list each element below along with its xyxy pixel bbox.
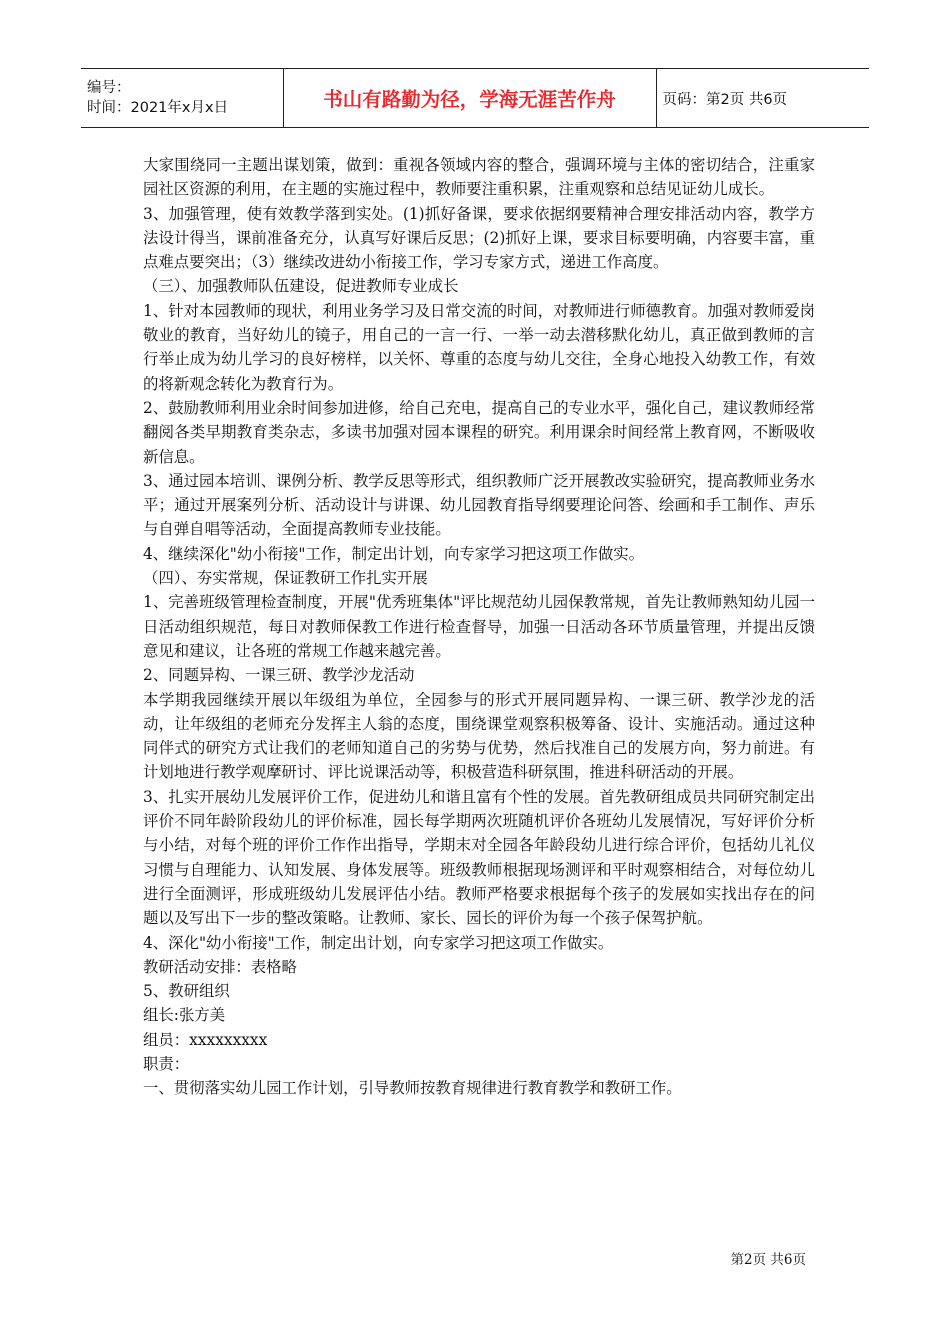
paragraph: 1、完善班级管理检查制度，开展"优秀班集体"评比规范幼儿园保教常规，首先让教师熟知幼儿园一日活动组织规范，每日对教师保教工作进行检查督导，加强一日活动各环节质量管理，并提出反馈意见和建议，让各班的常规工作越来越完善。: [143, 593, 815, 660]
paragraph: 4、继续深化"幼小衔接"工作，制定出计划，向专家学习把这项工作做实。: [143, 544, 645, 563]
paragraph: 本学期我园继续开展以年级组为单位，全园参与的形式开展同题异构、一课三研、教学沙龙的活动，让年级组的老师充分发挥主人翁的态度，围绕课堂观察积极筹备、设计、实施活动。通过这种同伴式的研究方式让我们的老师知道自己的劣势与优势，然后找准自己的发展方向，努力前进。有计划地进行教学观摩研讨、评比说课活动等，积极营造科研氛围，推进科研活动的开展。: [143, 690, 815, 782]
paragraph: 2、同题异构、一课三研、教学沙龙活动: [143, 666, 415, 685]
paragraph: 3、扎实开展幼儿发展评价工作，促进幼儿和谐且富有个性的发展。首先教研组成员共同研究制定出评价不同年龄阶段幼儿的评价标准，园长每学期两次班随机评价各班幼儿发展情况，写好评价分析与小结，对每个班的评价工作作出指导，学期末对全园各年龄段幼儿进行综合评价，包括幼儿礼仪习惯与自理能力、认知发展、身体发展等。班级教师根据现场测评和平时观察相结合，对每位幼儿进行全面测评，形成班级幼儿发展评估小结。教师严格要求根据每个孩子的发展如实找出存在的问题以及写出下一步的整改策略。让教师、家长、园长的评价为每一个孩子保驾护航。: [143, 787, 815, 928]
paragraph: 大家围绕同一主题出谋划策，做到：重视各领域内容的整合，强调环境与主体的密切结合，注重家园社区资源的利用，在主题的实施过程中，教师要注重积累，注重观察和总结见证幼儿成长。: [143, 156, 815, 199]
section-heading: （三）、加强教师队伍建设，促进教师专业成长: [143, 277, 459, 296]
section-heading: （四）、夯实常规，保证教研工作扎实开展: [143, 569, 428, 588]
header-right-cell: [656, 69, 869, 128]
document-body: [143, 153, 815, 1101]
header-left-cell: [81, 69, 283, 128]
paragraph: 职责：: [143, 1054, 190, 1073]
serial-label: 编号：: [87, 80, 131, 96]
paragraph: 3、通过园本培训、课例分析、教学反思等形式，组织教师广泛开展教改实验研究，提高教师业务水平；通过开展案列分析、活动设计与讲课、幼儿园教育指导纲要理论问答、绘画和手工制作、声乐与自弹自唱等活动，全面提高教师专业技能。: [143, 471, 815, 539]
paragraph: 教研活动安排：表格略: [143, 957, 297, 976]
page-footer: 第2页 共6页: [730, 1252, 806, 1268]
paragraph: 组员：xxxxxxxxx: [143, 1030, 268, 1049]
paragraph: 3、加强管理，使有效教学落到实处。(1)抓好备课，要求依据纲要精神合理安排活动内容，教学方法设计得当，课前准备充分，认真写好课后反思；(2)抓好上课，要求目标要明确，内容要丰富，重点难点要突出；（3）继续改进幼小衔接工作，学习专家方式，递进工作高度。: [143, 204, 815, 272]
motto: 书山有路勤为径，学海无涯苦作舟: [323, 88, 616, 111]
paragraph: 一、贯彻落实幼儿园工作计划，引导教师按教育规律进行教育教学和教研工作。: [143, 1079, 682, 1098]
page-header: [81, 68, 869, 128]
paragraph: 组长:张方美: [143, 1006, 226, 1025]
page-code: 页码：第2页 共6页: [662, 91, 788, 108]
paragraph: 1、针对本园教师的现状，利用业务学习及日常交流的时间，对教师进行师德教育。加强对教师爱岗敬业的教育，当好幼儿的镜子，用自己的一言一行、一举一动去潜移默化幼儿，真正做到教师的言行举止成为幼儿学习的良好榜样，以关怀、尊重的态度与幼儿交往，全身心地投入幼教工作，有效的将新观念转化为教育行为。: [143, 301, 815, 393]
paragraph: 4、深化"幼小衔接"工作，制定出计划，向专家学习把这项工作做实。: [143, 933, 614, 952]
paragraph: 2、鼓励教师利用业余时间参加进修，给自己充电，提高自己的专业水平，强化自己，建议教师经常翻阅各类早期教育类杂志，多读书加强对园本课程的研究。利用课余时间经常上教育网，不断吸收新信息。: [143, 398, 815, 466]
date-text: 时间：2021年x月x日: [87, 100, 229, 116]
paragraph: 5、教研组织: [143, 982, 230, 1001]
header-motto-cell: [283, 69, 656, 128]
